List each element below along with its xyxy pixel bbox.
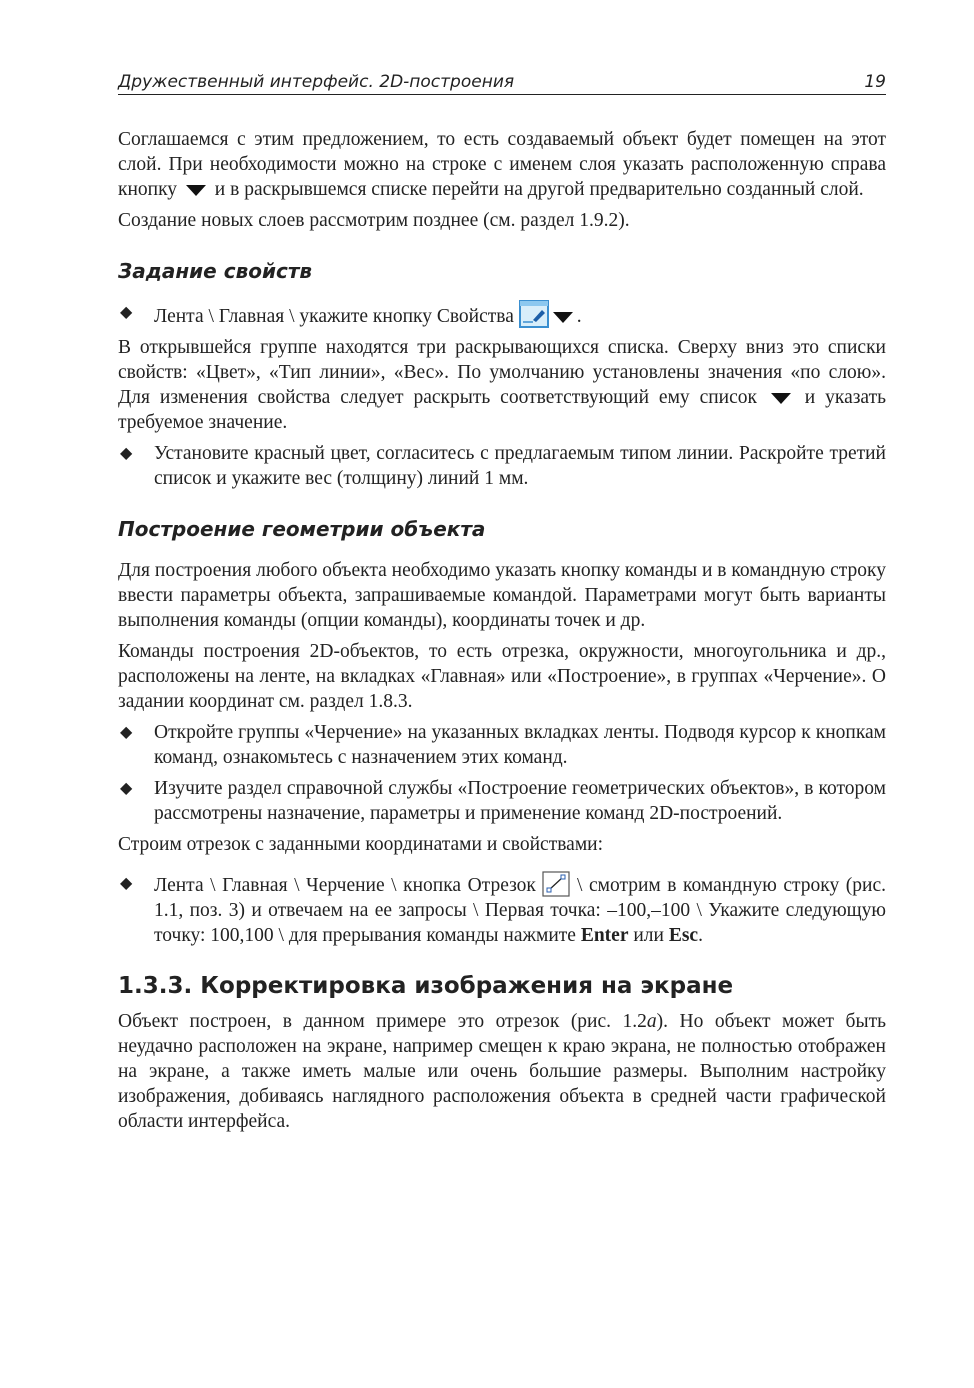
dropdown-arrow-icon [553,312,573,323]
text: Объект построен, в данном примере это отрезок (рис. 1.2 [118,1011,647,1032]
section-heading: 1.3.3. Корректировка изображения на экране [118,973,734,999]
bullet-icon: ◆ [120,875,133,892]
key-enter: Enter [580,925,629,946]
text: Лента \ Главная \ Черчение \ кнопка Отрезок [154,875,536,896]
bullet-item [118,441,886,491]
text: а [646,1011,657,1032]
bullet-icon: ◆ [120,304,133,321]
body-text [118,127,886,1140]
bullet-icon: ◆ [120,445,133,462]
bullet-item [118,300,886,329]
dropdown-arrow-icon [771,393,791,404]
paragraph: Создание новых слоев рассмотрим позднее (см. раздел 1.9.2). [118,210,630,231]
subheading-geometry: Построение геометрии объекта [118,517,486,541]
text: Установите красный цвет, согласитесь с предлагаемым типом линии. Раскройте третий список и укажите вес (толщину) линий 1 мм. [154,443,886,489]
page-number: 19 [864,72,886,92]
bullet-item [118,871,886,948]
bullet-item [118,776,886,826]
key-esc: Esc [668,925,699,946]
text: В открывшейся группе находятся три раскрывающихся списка. Сверху вниз это списки свойств: «Цвет», «Тип линии», «Вес». По умолчанию установлены значения «по слою». Для изменения свойства следует раскрыть соответствующий ему список [118,337,886,408]
dropdown-arrow-icon [186,185,206,196]
text: и указать требуемое значение. [118,387,886,433]
text: или [633,925,664,946]
text: Лента \ Главная \ укажите кнопку Свойства [154,306,514,327]
paragraph: Команды построения 2D-объектов, то есть отрезка, окружности, многоугольника и др., расположены на ленте, на вкладках «Главная» или «Построение», в группах «Черчение». О задании координат см. раздел 1.8.3. [118,641,886,712]
text: Соглашаемся с этим предложением, то есть создаваемый объект будет помещен на этот слой. При необходимости можно на строке с именем слоя указать расположенную справа кнопку [118,129,886,200]
paragraph: Для построения любого объекта необходимо указать кнопку команды и в командную строку ввести параметры объекта, запрашиваемые командой. Параметрами могут быть варианты выполнения команды (опции команды), координаты точек и др. [118,560,886,631]
running-header [118,66,886,95]
paragraph [118,127,886,202]
bullet-icon: ◆ [120,780,133,797]
text: . [576,306,582,327]
line-segment-icon [542,871,570,897]
properties-icon [519,300,549,328]
text: ). Но объект может быть неудачно расположен на экране, например смещен к краю экрана, не полностью отображен на экране, а также иметь малые или очень большие размеры. Выполним настройку изображения, добиваясь наглядного расположения объекта в средней части графической области интерфейса. [118,1011,886,1132]
text: Откройте группы «Черчение» на указанных вкладках ленты. Подводя курсор к кнопкам команд, ознакомьтесь с назначением этих команд. [154,722,886,768]
paragraph [118,1009,886,1134]
bullet-icon: ◆ [120,724,133,741]
text: . [698,925,703,946]
text: и в раскрывшемся списке перейти на другой предварительно созданный слой. [214,179,864,200]
subheading-properties: Задание свойств [118,259,313,283]
bullet-item [118,720,886,770]
paragraph: Строим отрезок с заданными координатами и свойствами: [118,834,604,855]
text: Изучите раздел справочной службы «Построение геометрических объектов», в котором рассмотрены назначение, параметры и применение команд 2D-построений. [154,778,886,824]
text: \ смотрим в командную строку (рис. 1.1, поз. 3) и отвечаем на ее запросы \ Первая точка: –100,–100 \ Укажите следующую точку: 100,100 \ для прерывания команды нажмите [154,875,887,946]
paragraph [118,335,886,435]
header-title: Дружественный интерфейс. 2D-построения [118,72,515,92]
